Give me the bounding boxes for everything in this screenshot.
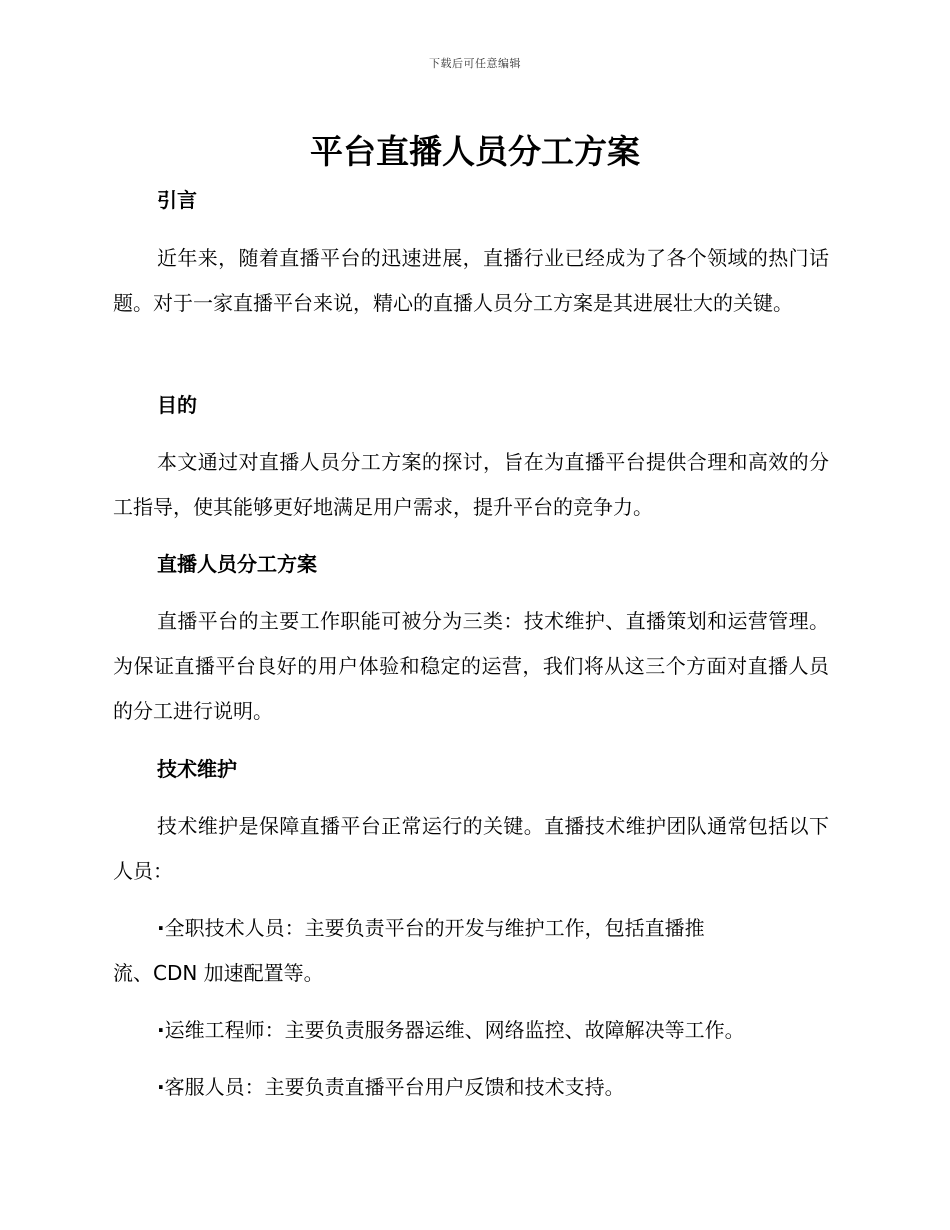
bullet-marker: ·: [157, 916, 165, 940]
header-note: 下载后可任意编辑: [429, 57, 521, 70]
bullet-text-line1: 全职技术人员：主要负责平台的开发与维护工作，包括直播推: [164, 916, 705, 940]
bullet-text: 运维工程师：主要负责服务器运维、网络监控、故障解决等工作。: [164, 1018, 745, 1042]
section-heading-intro: 引言: [157, 188, 197, 212]
bullet-marker: ·: [157, 1075, 165, 1099]
section-paragraph-purpose: 本文通过对直播人员分工方案的探讨，旨在为直播平台提供合理和高效的分工指导，使其能够更好地满足用户需求，提升平台的竞争力。: [113, 450, 829, 519]
section-heading-tech-maintenance: 技术维护: [157, 757, 237, 781]
section-heading-purpose: 目的: [157, 393, 197, 417]
bullet-marker: ·: [157, 1018, 165, 1042]
bullet-item-fulltime-tech: [113, 906, 829, 996]
section-heading-plan: 直播人员分工方案: [157, 552, 317, 576]
section-paragraph-tech-maintenance: 技术维护是保障直播平台正常运行的关键。直播技术维护团队通常包括以下人员：: [113, 814, 829, 883]
bullet-item-ops-engineer: [113, 1008, 829, 1053]
document-title: 平台直播人员分工方案: [310, 132, 640, 171]
bullet-item-customer-service: [113, 1065, 829, 1110]
section-paragraph-plan: 直播平台的主要工作职能可被分为三类：技术维护、直播策划和运营管理。为保证直播平台良好的用户体验和稳定的运营，我们将从这三个方面对直播人员的分工进行说明。: [113, 609, 829, 723]
bullet-text: 客服人员：主要负责直播平台用户反馈和技术支持。: [164, 1075, 625, 1099]
bullet-text-line2: 流、CDN 加速配置等。: [113, 961, 324, 985]
section-paragraph-intro: 近年来，随着直播平台的迅速进展，直播行业已经成为了各个领域的热门话题。对于一家直播平台来说，精心的直播人员分工方案是其进展壮大的关键。: [113, 246, 829, 315]
